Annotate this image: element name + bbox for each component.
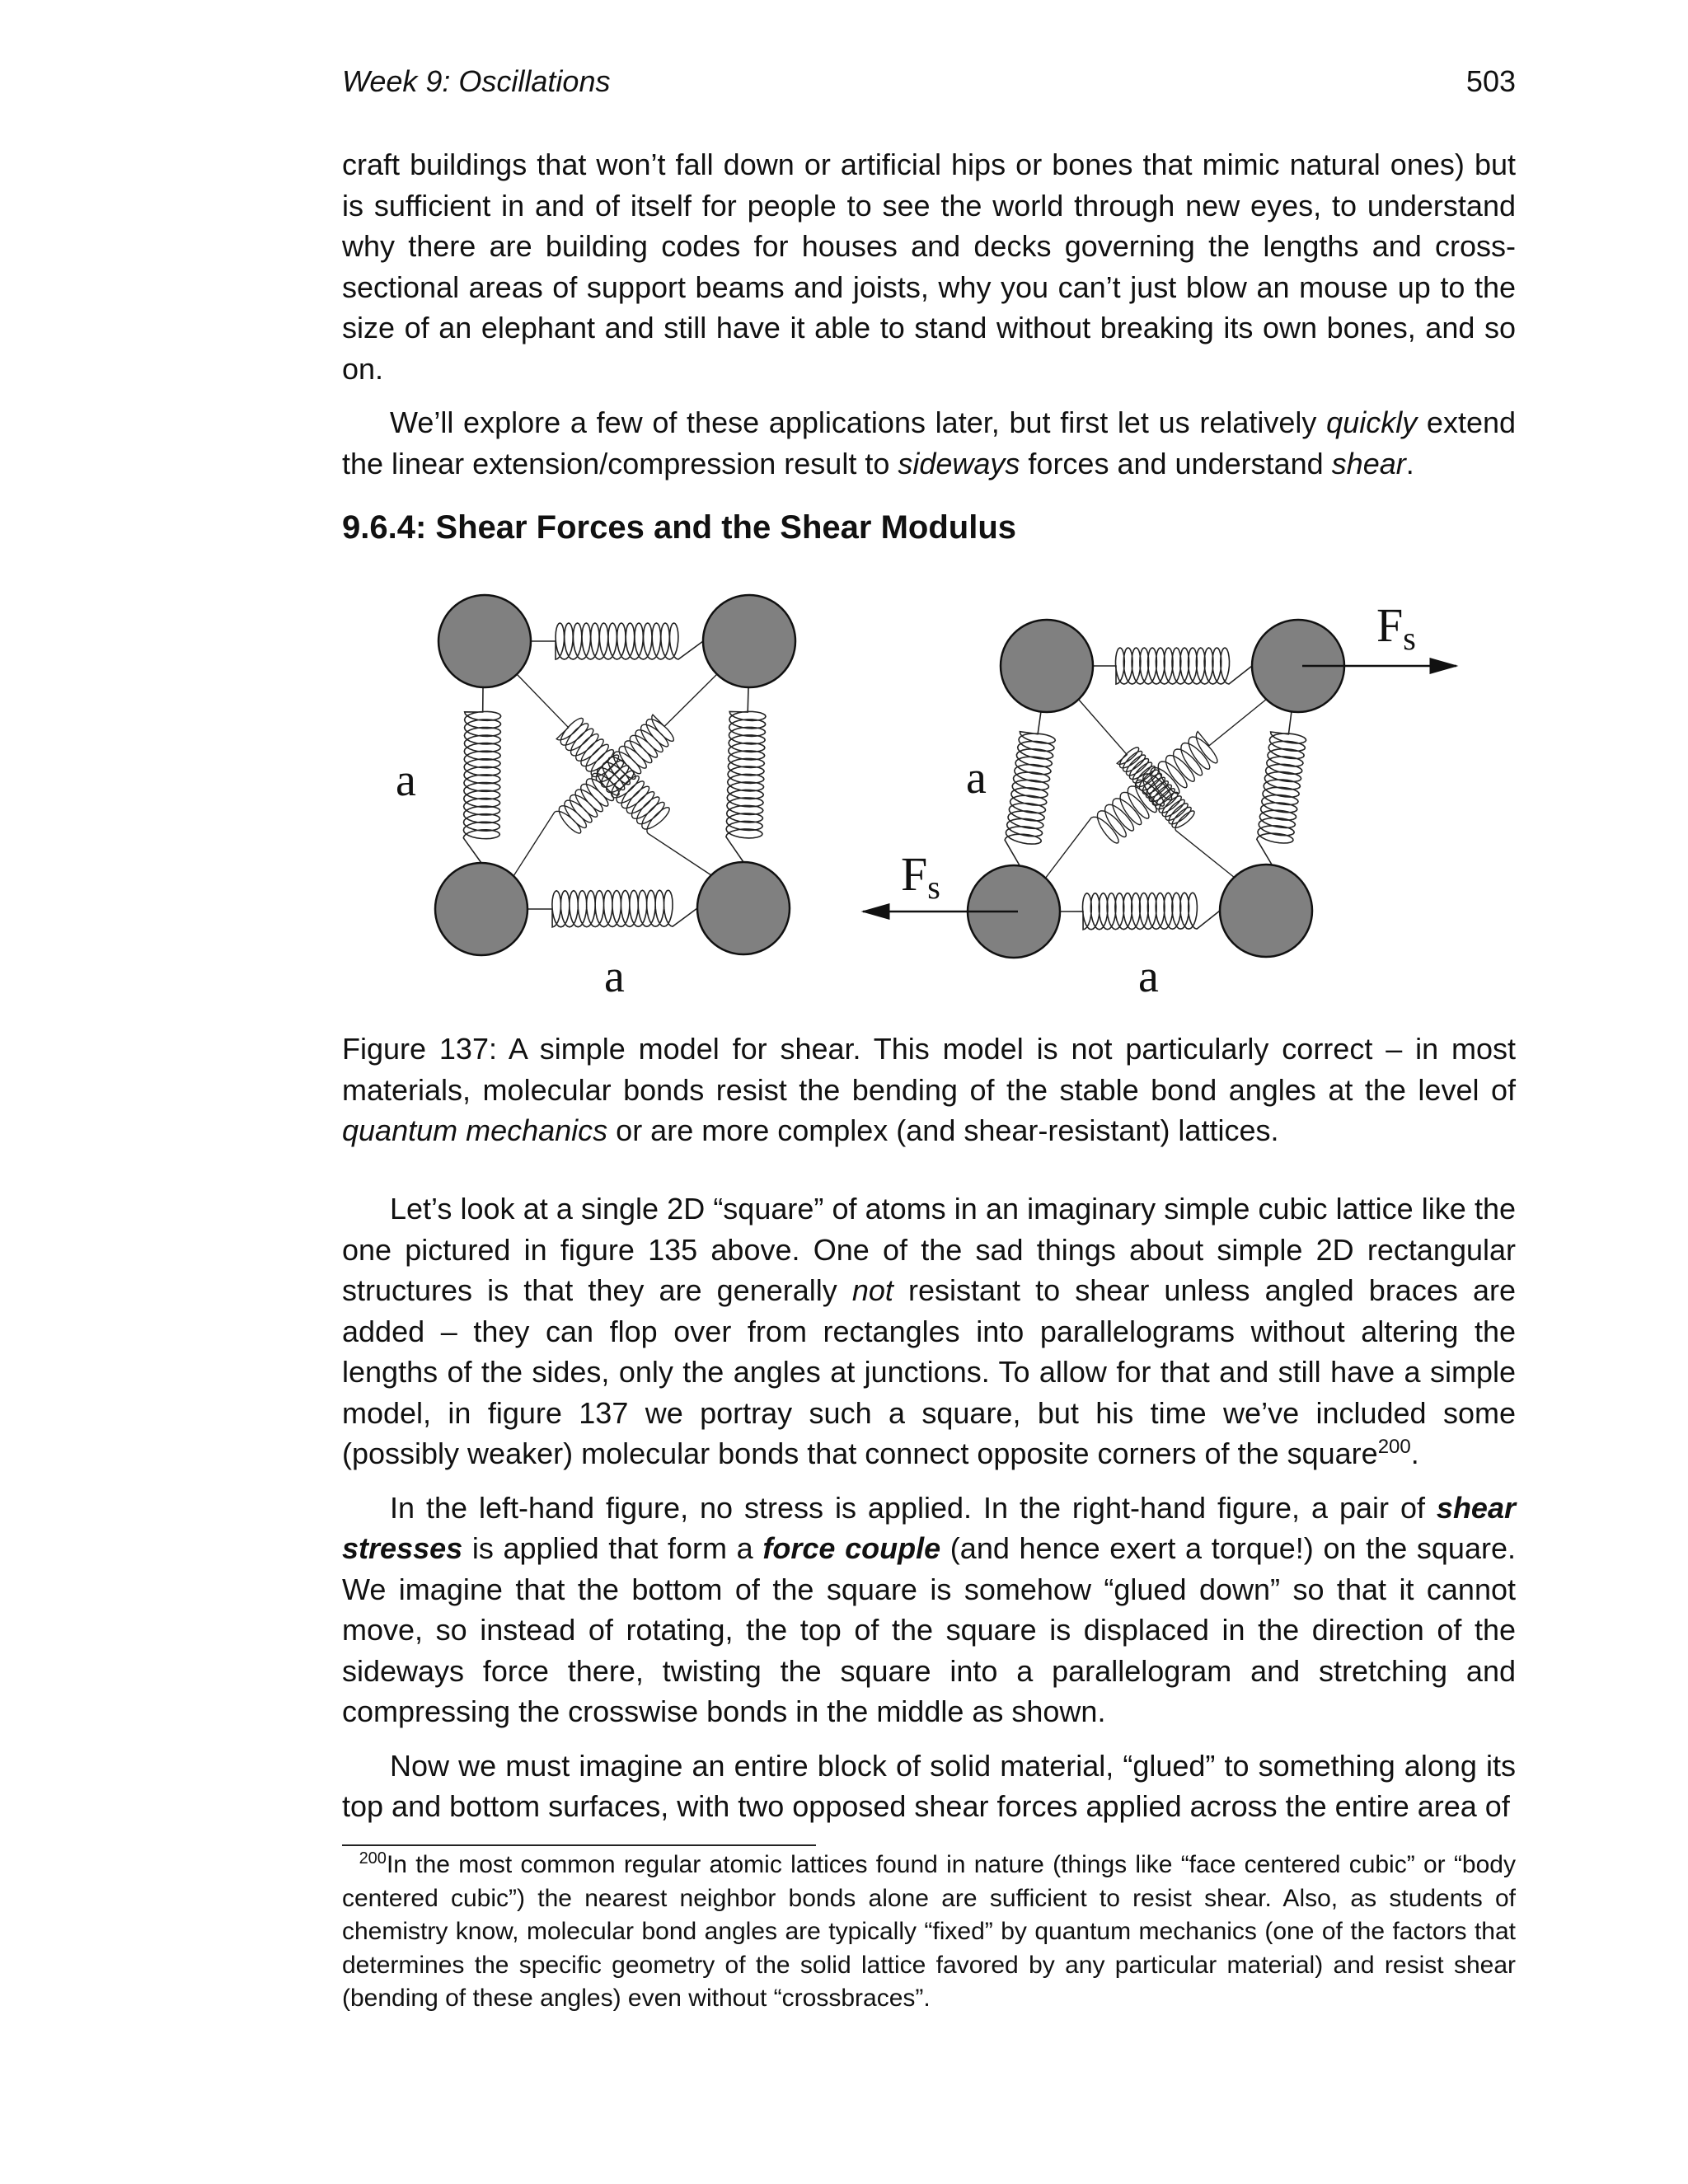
figure-caption: Figure 137: A simple model for shear. This model is not particularly correct – in most materials, molecular bonds resist the bending of the stable bond angles at the level of quantum mechanics or are more complex (and shear-resistant) lattices. (342, 1032, 1516, 1147)
emphasis-not: not (851, 1273, 893, 1307)
label-right-bottom-a: a (1138, 951, 1159, 1002)
label-left-side-a: a (396, 755, 416, 806)
emphasis-quickly: quickly (1326, 405, 1418, 439)
running-header (342, 61, 1516, 102)
figure-137 (342, 577, 1516, 1022)
footnote-rule (342, 1844, 816, 1846)
intro-text (342, 144, 1516, 497)
footnote-200 (342, 1849, 1516, 2016)
right-sheared-square (863, 598, 1456, 1002)
paragraph-5: Now we must imagine an entire block of solid material, “glued” to something along its top and bottom surfaces, with two opposed shear forces applied across the entire area of (342, 1748, 1516, 1823)
atom-left-top-left (438, 595, 531, 687)
spring-right-top (1093, 648, 1252, 684)
term-shear-stresses: shear stresses (342, 1490, 1516, 1565)
spring-left-top (531, 623, 703, 659)
atom-left-bottom-right (697, 862, 790, 954)
label-right-side-a: a (966, 752, 987, 804)
spring-right-bottom (1060, 893, 1220, 930)
spring-left-diagonal-b (513, 674, 717, 876)
emphasis-shear: shear (1331, 446, 1406, 480)
section-heading: 9.6.4: Shear Forces and the Shear Modulus (342, 509, 1017, 546)
footnote-text: In the most common regular atomic lattices found in nature (things like “face centered cubic” or “body centered cubic”) the nearest neighbor bonds alone are sufficient to resist shear. Also, as students of chemistry know, molecular bond angles are typically “fixed” by quantum mechanics (one of the factors that determines the specific geometry of the solid lattice favored by any particular material) and resist shear (bending of these angles) even without “crossbraces”. (342, 1851, 1516, 2012)
atom-right-top-left (1001, 620, 1093, 712)
atom-left-top-right (703, 595, 795, 687)
footnote-ref-200[interactable]: 200 (1377, 1436, 1411, 1458)
label-force-top: Fs (1376, 598, 1416, 657)
main-text (342, 1188, 1516, 1840)
footnote-mark: 200 (359, 1849, 387, 1868)
atom-left-bottom-left (435, 863, 528, 955)
term-force-couple: force couple (762, 1531, 941, 1565)
label-force-bottom: Fs (901, 847, 940, 906)
paragraph-3: Let’s look at a single 2D “square” of atoms in an imaginary simple cubic lattice like the one pictured in figure 135 above. One of the sad things about simple 2D rectangular structures is that they are generally not resistant to shear unless angled braces are added – they can flop over from rectangles into parallelograms without altering the lengths of the sides, only the angles at junctions. To allow for that and still have a simple model, in figure 137 we portray such a square, but his time we’ve included some (possibly weaker) molecular bonds that connect opposite corners of the square$^{200}$. (342, 1192, 1516, 1470)
header-title: Week 9: Oscillations (342, 64, 611, 98)
atom-right-bottom-right (1220, 865, 1312, 957)
spring-left-leftside (463, 687, 500, 863)
shear-model-diagram (342, 577, 1516, 1022)
emphasis-sideways: sideways (898, 446, 1020, 480)
paragraph-4: In the left-hand figure, no stress is applied. In the right-hand figure, a pair of shear stresses is applied that form a force couple (and hence exert a torque!) on the square. We imagine that the bottom of the square is somehow “glued down” so that it cannot move, so instead of rotating, the top of the square is displaced in the direction of the sideways force there, twisting the square into a parallelogram and stretching and compressing the crosswise bonds in the middle as shown. (342, 1490, 1516, 1728)
page-number: 503 (1465, 64, 1516, 98)
spring-right-diagonal-b (1045, 699, 1267, 879)
spring-left-bottom (528, 890, 697, 927)
paragraph-1: craft buildings that won’t fall down or artificial hips or bones that mimic natural ones) but is sufficient in and of itself for people to see the world through new eyes, to understand why there are building codes for houses and decks governing the lengths and cross-sectional areas of support beams and joists, why you can’t just blow an mouse up to the size of an elephant and still have it able to stand without breaking its own bones, and so on. (342, 148, 1516, 386)
left-unstressed-square (396, 595, 795, 1002)
label-left-bottom-a: a (604, 951, 625, 1002)
spring-left-rightside (726, 687, 766, 862)
spring-right-leftside (1005, 711, 1055, 865)
emphasis-quantum-mechanics: quantum mechanics (342, 1113, 608, 1147)
spring-right-rightside (1257, 711, 1306, 865)
paragraph-2: We’ll explore a few of these applications later, but first let us relatively quickly extend the linear extension/compression result to sideways forces and understand shear. (342, 405, 1517, 480)
